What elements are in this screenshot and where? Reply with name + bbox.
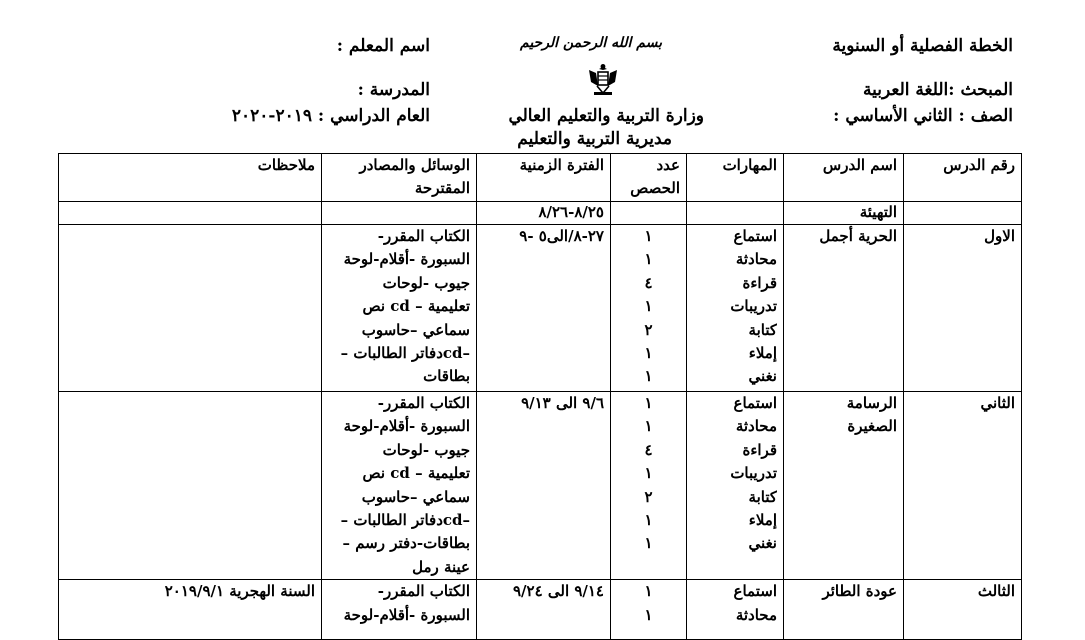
notes-cell: السنة الهجرية ٢٠١٩/٩/١ (59, 580, 322, 640)
notes-cell (59, 392, 322, 580)
period-cell: ٩/١٤ الى ٩/٢٤ (477, 580, 611, 640)
resource-line: جيوب -لوحات (382, 273, 470, 292)
period-cell: ٩/٦ الى ٩/١٣ (477, 392, 611, 580)
skill-item: استماع (733, 582, 777, 601)
skill-item: إملاء (748, 511, 777, 530)
skill-item: نغني (748, 534, 777, 553)
bismillah-text: بسم الله الرحمن الرحيم (520, 35, 662, 51)
skill-item: قراءة (742, 440, 777, 459)
lesson-name-line: عودة الطائر (822, 582, 897, 601)
academic-year-label: العام الدراسي : ٢٠١٩-٢٠٢٠ (231, 106, 430, 126)
prep-row (59, 202, 1022, 225)
lesson-no-cell: الثاني (904, 392, 1022, 580)
session-count: ٤ (644, 273, 653, 292)
bismillah-calligraphy (515, 30, 667, 56)
lesson-name-line: الحرية أجمل (819, 227, 897, 245)
resource-line: السبورة -أقلام-لوحة (343, 605, 470, 624)
resources-header-line: الوسائل والمصادر (359, 156, 470, 174)
skill-item: نغني (748, 367, 777, 386)
resource-line: الكتاب المقرر- (377, 227, 470, 245)
resources-cell (322, 392, 477, 580)
resource-line: بطاقات (423, 367, 470, 386)
skill-item: قراءة (742, 273, 777, 292)
resources-cell (322, 225, 477, 392)
resource-line: جيوب -لوحات (382, 440, 470, 459)
resource-line: –cdدفاتر الطالبات – (340, 344, 470, 363)
resource-line: السبورة -أقلام-لوحة (343, 417, 470, 436)
col-header-lesson-name: اسم الدرس (784, 154, 904, 202)
col-header-resources (322, 154, 477, 202)
sessions-cell (611, 225, 687, 392)
session-count: ١ (644, 250, 653, 269)
lesson-name-line: الرسامة (846, 394, 897, 412)
prep-notes-cell (59, 202, 322, 225)
session-count: ١ (644, 394, 653, 412)
resource-line: تعليمية – cd نص (362, 297, 470, 316)
resources-header-line: المقترحة (414, 179, 470, 198)
skills-cell (687, 225, 784, 392)
resource-line: الكتاب المقرر- (377, 582, 470, 601)
resource-line: –cdدفاتر الطالبات – (340, 511, 470, 530)
col-header-notes: ملاحظات (59, 154, 322, 202)
col-header-lesson-no: رقم الدرس (904, 154, 1022, 202)
lesson-name-line: الصغيرة (847, 417, 897, 436)
prep-resources-cell (322, 202, 477, 225)
prep-skills-cell (687, 202, 784, 225)
lesson-no-cell: الثالث (904, 580, 1022, 640)
prep-name-cell: التهيئة (784, 202, 904, 225)
table-row (59, 392, 1022, 580)
skill-item: استماع (733, 394, 777, 412)
palestine-eagle-emblem-icon (586, 60, 620, 96)
sessions-cell (611, 392, 687, 580)
col-header-sessions (611, 154, 687, 202)
resource-line: الكتاب المقرر- (377, 394, 470, 412)
session-count: ١ (644, 582, 653, 601)
notes-cell (59, 225, 322, 392)
lesson-name-cell (784, 225, 904, 392)
ministry-title: وزارة التربية والتعليم العالي (508, 106, 704, 126)
session-count: ١ (644, 605, 653, 624)
lesson-name-cell (784, 392, 904, 580)
skill-item: استماع (733, 227, 777, 245)
lesson-no-cell: الاول (904, 225, 1022, 392)
session-count: ١ (644, 511, 653, 530)
resource-line: سماعي –حاسوب (361, 487, 470, 506)
resource-line: عينة رمل (412, 557, 470, 576)
skill-item: محادثة (735, 417, 777, 436)
period-cell: ٢٧-٨/الى٥ -٩ (477, 225, 611, 392)
resource-line: بطاقات-دفتر رسم – (342, 534, 470, 553)
subject-label: المبحث :اللغة العربية (863, 80, 1013, 100)
session-count: ١ (644, 464, 653, 483)
skill-item: محادثة (735, 250, 777, 269)
col-header-period: الفترة الزمنية (477, 154, 611, 202)
prep-sessions-cell (611, 202, 687, 225)
skill-item: تدريبات (730, 297, 777, 316)
session-count: ١ (644, 417, 653, 436)
school-label: المدرسة : (357, 80, 430, 100)
sessions-header-line: عدد (656, 156, 680, 174)
session-count: ١ (644, 297, 653, 316)
resource-line: تعليمية – cd نص (362, 464, 470, 483)
plan-type-title: الخطة الفصلية أو السنوية (832, 36, 1013, 56)
skills-cell (687, 392, 784, 580)
skill-item: محادثة (735, 605, 777, 624)
col-header-skills: المهارات (687, 154, 784, 202)
session-count: ٢ (644, 320, 653, 339)
skill-item: كتابة (748, 487, 777, 506)
prep-no-cell (904, 202, 1022, 225)
table-header-row (59, 154, 1022, 202)
session-count: ٢ (644, 487, 653, 506)
table-row (59, 225, 1022, 392)
teacher-name-label: اسم المعلم : (336, 36, 430, 56)
skill-item: تدريبات (730, 464, 777, 483)
resource-line: السبورة -أقلام-لوحة (343, 250, 470, 269)
resource-line: سماعي –حاسوب (361, 320, 470, 339)
skill-item: كتابة (748, 320, 777, 339)
sessions-header-line: الحصص (630, 179, 680, 198)
skill-item: إملاء (748, 344, 777, 363)
lesson-plan-table (58, 153, 1022, 640)
session-count: ١ (644, 227, 653, 245)
directorate-title: مديرية التربية والتعليم (517, 129, 672, 149)
grade-label: الصف : الثاني الأساسي : (833, 106, 1013, 126)
prep-period-cell: ٨/٢٥-٨/٢٦ (477, 202, 611, 225)
session-count: ١ (644, 344, 653, 363)
session-count: ١ (644, 367, 653, 386)
session-count: ١ (644, 534, 653, 553)
session-count: ٤ (644, 440, 653, 459)
